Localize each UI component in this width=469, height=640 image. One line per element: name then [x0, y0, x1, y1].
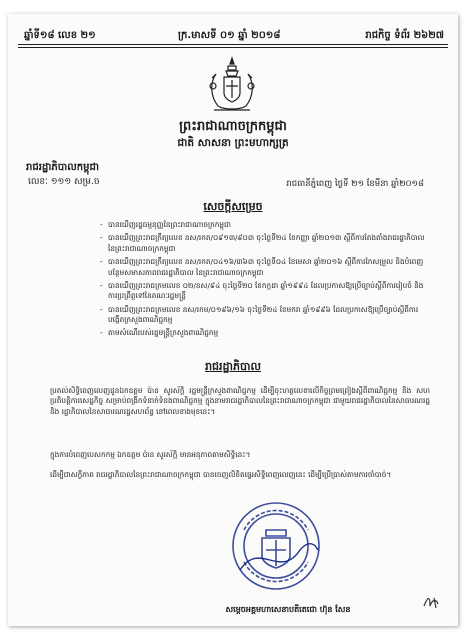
reference-number: លេខៈ ១១១ សម្រ.ច: [28, 177, 100, 187]
gazette-page-number: រាជកិច្ច ទំព័រ ២៦២៧: [365, 30, 444, 41]
document-page: [8, 14, 458, 626]
issue-date-line: រាជធានីភ្នំពេញ ថ្ងៃទី ២១ ខែមីនា ឆ្នាំ២០១៨: [286, 179, 424, 189]
header-rule: [18, 44, 448, 45]
gazette-header: [18, 24, 448, 44]
considerations-list: [100, 220, 430, 342]
issuer-name: រាជរដ្ឋាភិបាលកម្ពុជា: [26, 162, 99, 173]
consideration-item: - បានឃើញរដ្ឋធម្មនុញ្ញនៃព្រះរាជាណាចក្រកម្ពុជា: [100, 220, 430, 231]
handwritten-page-mark-icon: [420, 592, 442, 612]
kingdom-motto: ជាតិ សាសនា ព្រះមហាក្សត្រ: [177, 137, 289, 149]
decision-title: រាជរដ្ឋាភិបាល: [205, 360, 261, 373]
official-seal-stamp-icon: [230, 500, 322, 592]
decision-paragraph: ប្រគល់សិទ្ធិពេញលេញជូនឯកឧត្តម ប៉ាន សូរស័ក្តិ រដ្ឋមន្ត្រីក្រសួងពាណិជ្ជកម្ម ដើម្បីចុះហត្ថលេខាលើកិច្ចព្រមព្រៀងស្តីពីពាណិជ្ជកម្ម និង សហប្រតិបត្តិការសេដ្ឋកិច្ច សម្រាប់ពង្រីកទំនាក់ទំនងពាណិជ្ជកម្ម ក្នុងនាមរាជរដ្ឋាភិបាលនៃព្រះរាជាណាចក្រកម្ពុជា ជាមួយរាជរដ្ឋាភិបាលនៃសាធារណរដ្ឋ និង រដ្ឋាភិបាលនៃសាធារណរដ្ឋសហព័ន្ធ នៅពេលខាងមុខនេះ។: [50, 386, 430, 416]
consideration-item: - តាមសំណើរបស់រដ្ឋមន្ត្រីក្រសួងពាណិជ្ជកម្ម: [100, 328, 430, 339]
consideration-item: - បានឃើញព្រះរាជក្រមលេខ នស/រកម/០១៩៦/១៦ ចុះថ្ងៃទី២៤ ខែមករា ឆ្នាំ១៩៩៦ ដែលប្រកាសឱ្យប្រើច្បាប់ស្តីពីការបង្កើតក្រសួងពាណិជ្ជកម្ម: [100, 305, 430, 326]
kingdom-name: ព្រះរាជាណាចក្រកម្ពុជា: [179, 119, 287, 134]
royal-coat-of-arms-icon: [204, 56, 260, 114]
decision-paragraph: ក្នុងការបំពេញបេសកកម្ម ឯកឧត្តម ប៉ាន សូរស័ក្តិ មានអនុភាពតាមសិទ្ធិនេះ។: [50, 450, 251, 459]
consideration-item: - បានឃើញព្រះរាជក្រឹត្យលេខ នស/រកត/០៤១៦/៣៦៣ ចុះថ្ងៃទី០៤ ខែមេសា ឆ្នាំ២០១៦ ស្តីពីការកែសម្រួល និងបំពេញបន្ថែមសមាសភាពរាជរដ្ឋាភិបាល នៃព្រះរាជាណាចក្រកម្ពុជា: [100, 257, 430, 278]
decision-paragraph: ដើម្បីជាសក្ខីភាព រាជរដ្ឋាភិបាលនៃព្រះរាជាណាចក្រកម្ពុជា បានចេញលិខិតផ្ទេរសិទ្ធិពេញលេញនេះ ដើម្បីប្រើប្រាស់តាមការចាំបាច់។: [50, 470, 392, 479]
gazette-date: ក្រ.មាសទី ០១ ឆ្នាំ ២០១៨: [178, 30, 281, 41]
consideration-item: - បានឃើញព្រះរាជក្រឹត្យលេខ នស/រកត/០៩១៣/៩០៣ ចុះថ្ងៃទី២៤ ខែកញ្ញា ឆ្នាំ២០១៣ ស្តីពីការតែងតាំងរាជរដ្ឋាភិបាល នៃព្រះរាជាណាចក្រកម្ពុជា: [100, 233, 430, 254]
consideration-item: - បានឃើញព្រះរាជក្រមលេខ ០២/នស/៩៤ ចុះថ្ងៃទី២០ ខែកក្កដា ឆ្នាំ១៩៩៤ ដែលប្រកាសឱ្យប្រើច្បាប់ស្តីពីការរៀបចំ និងការប្រព្រឹត្តទៅនៃគណៈរដ្ឋមន្ត្រី: [100, 281, 430, 302]
header-rule-thin: [18, 47, 448, 48]
considerations-title: សេចក្តីសម្រេច: [203, 200, 263, 213]
signatory-name: សម្តេចអគ្គមហាសេនាបតីតេជោ ហ៊ុន សែន: [225, 605, 351, 614]
gazette-issue: ឆ្នាំទី១៨ លេខ ២១: [24, 30, 96, 41]
